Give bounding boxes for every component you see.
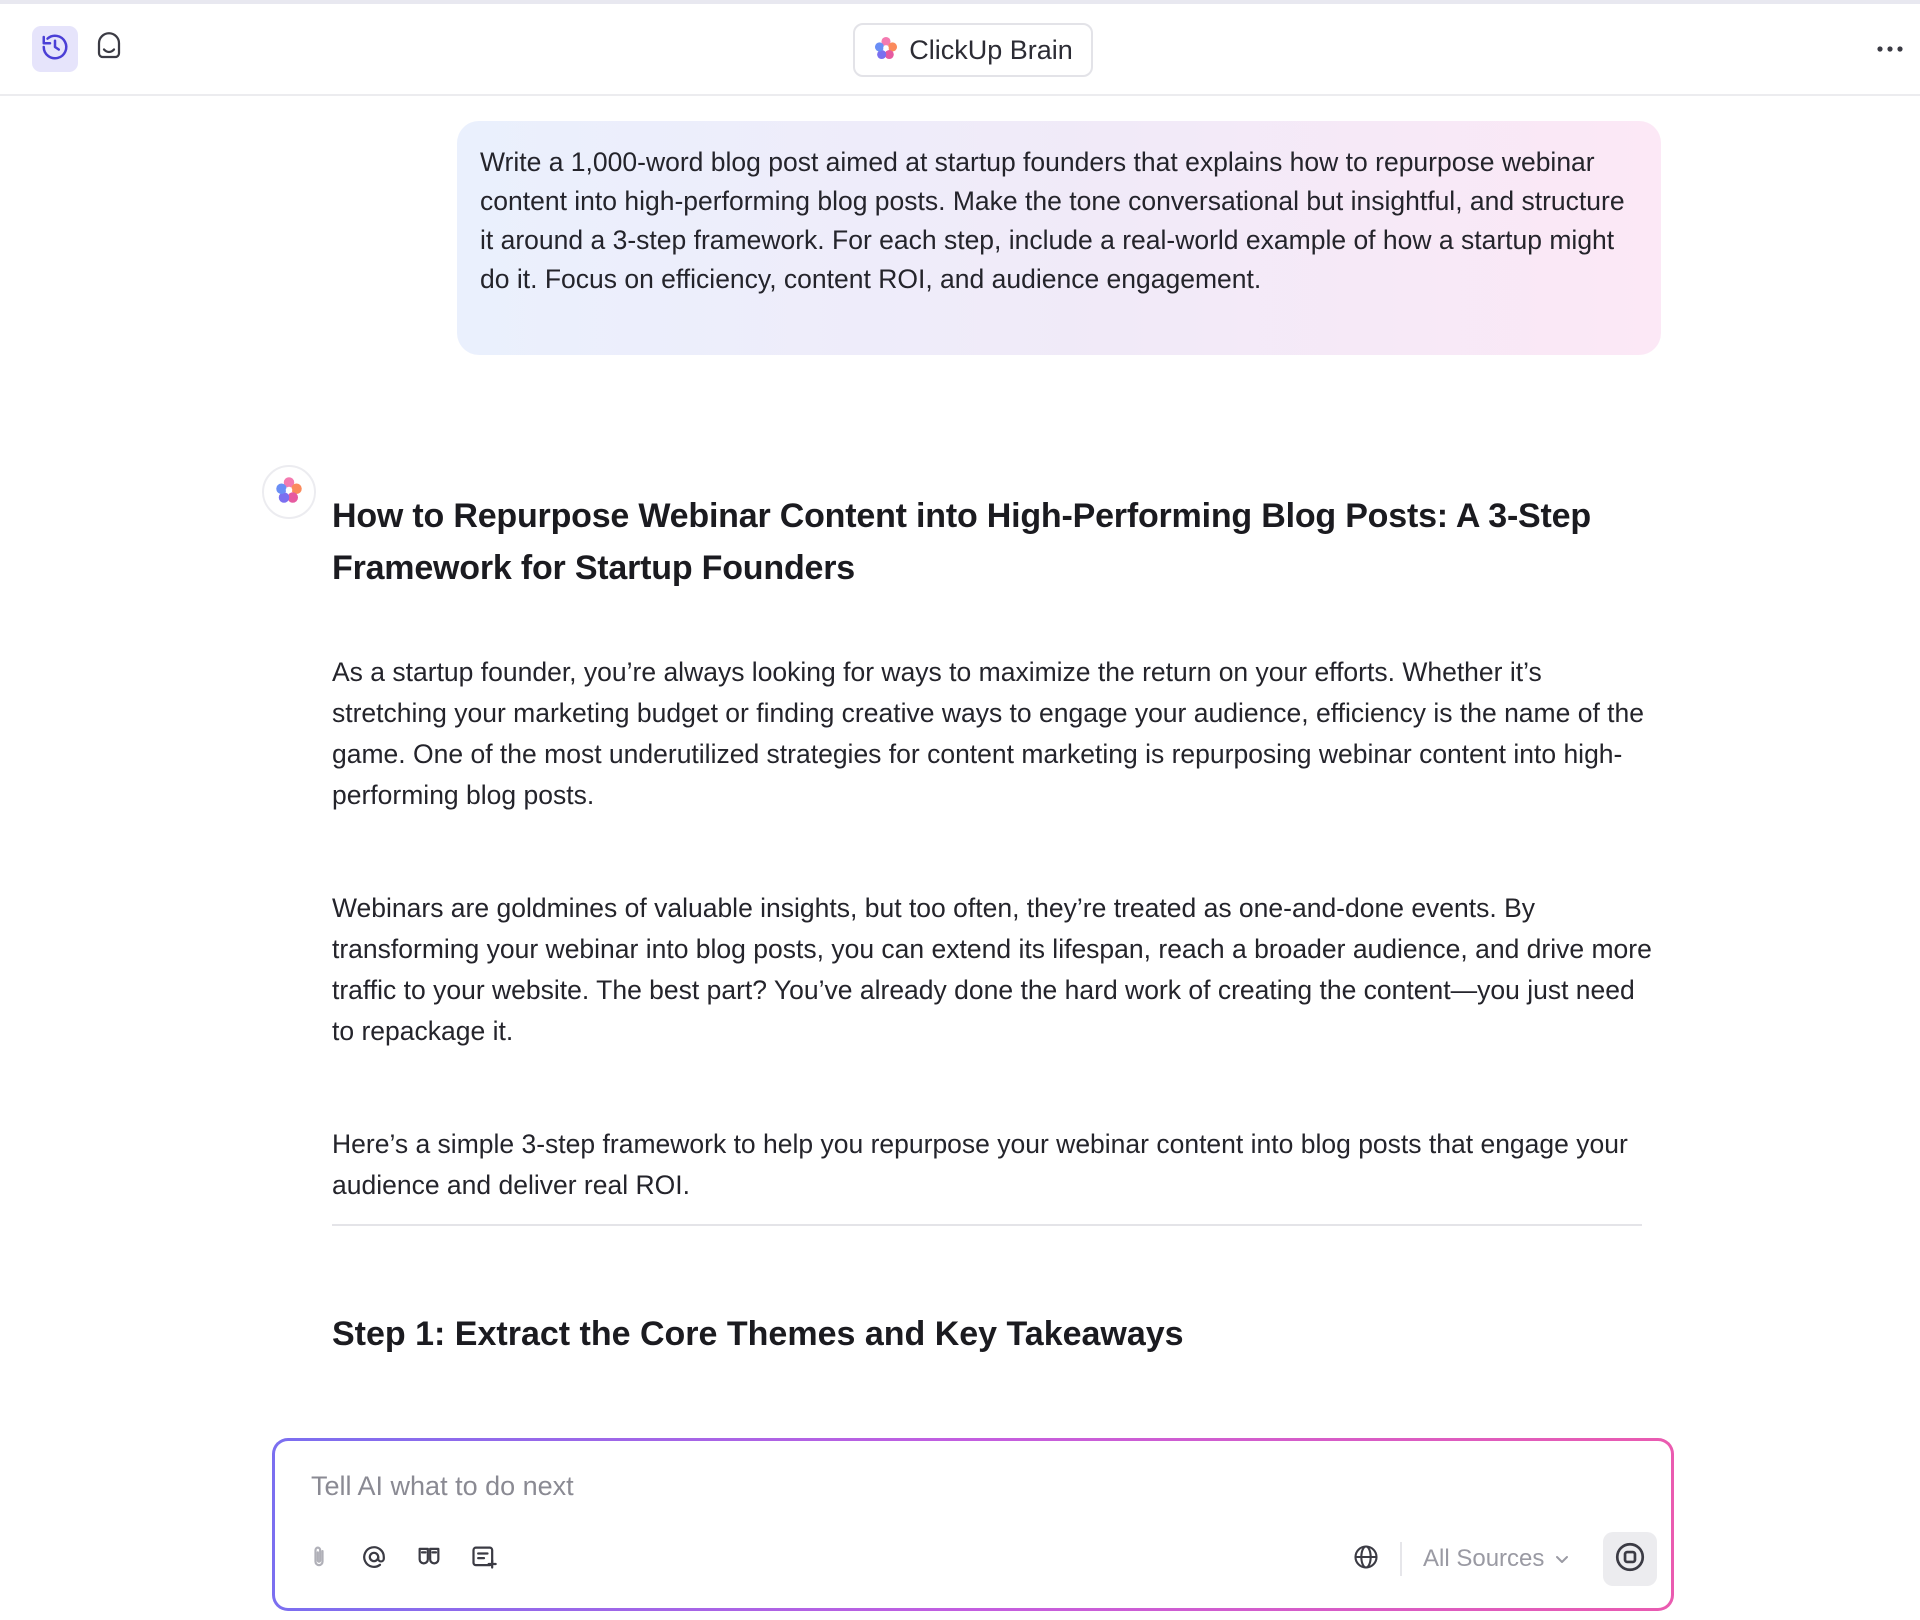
section-divider (332, 1224, 1642, 1226)
chevron-down-icon (1554, 1545, 1570, 1573)
template-button[interactable] (466, 1541, 502, 1577)
template-icon (470, 1543, 498, 1576)
history-button[interactable] (32, 26, 78, 72)
clickup-brain-logo-icon (873, 35, 899, 66)
response-title: How to Repurpose Webinar Content into High-Performing Blog Posts: A 3-Step Framework for Startup Founders (332, 497, 1591, 587)
ai-composer-inner (275, 1441, 1671, 1608)
user-prompt-bubble: Write a 1,000-word blog post aimed at startup founders that explains how to repurpose webinar content into high-performing blog posts. Make the tone conversational but insightful, and structure it around a 3-step framework. For each step, include a real-world example of how a startup might do it. Focus on efficiency, content ROI, and audience engagement. (457, 121, 1661, 355)
inbox-button[interactable] (86, 26, 132, 72)
ai-composer (272, 1438, 1674, 1611)
attach-button[interactable] (301, 1541, 337, 1577)
inbox-icon (94, 32, 124, 67)
web-search-button[interactable] (1348, 1541, 1384, 1577)
persona-icon (415, 1543, 443, 1576)
sources-dropdown[interactable] (1423, 1541, 1570, 1577)
sources-label: All Sources (1423, 1545, 1545, 1572)
header-bar (0, 4, 1920, 96)
persona-button[interactable] (411, 1541, 447, 1577)
ai-prompt-input[interactable] (309, 1465, 1513, 1507)
response-paragraph: Webinars are goldmines of valuable insights, but too often, they’re treated as one-and-done events. By transforming your webinar into blog posts, you can extend its lifespan, reach a broader audience, and drive more traffic to your website. The best part? You’ve already done the hard work of creating the content—you just need to repackage it. (332, 893, 1652, 1046)
toolbar-separator (1400, 1542, 1402, 1576)
page-title: ClickUp Brain (909, 34, 1073, 65)
brain-title-pill[interactable] (853, 23, 1093, 77)
more-options-button[interactable] (1870, 30, 1910, 70)
mention-button[interactable] (356, 1541, 392, 1577)
stop-icon (1613, 1540, 1647, 1579)
more-horizontal-icon (1875, 41, 1905, 59)
ai-response (332, 490, 1642, 594)
response-paragraph: Here’s a simple 3-step framework to help you repurpose your webinar content into blog posts that engage your audience and deliver real ROI. (332, 1129, 1628, 1200)
attach-icon (305, 1543, 333, 1576)
step1-heading: Step 1: Extract the Core Themes and Key Takeaways (332, 1315, 1184, 1353)
globe-icon (1352, 1543, 1380, 1576)
history-icon (40, 32, 70, 67)
mention-icon (360, 1543, 388, 1576)
clickup-brain-avatar-icon (274, 475, 304, 510)
ai-avatar (262, 465, 316, 519)
response-paragraph: As a startup founder, you’re always looking for ways to maximize the return on your efforts. Whether it’s stretching your marketing budget or finding creative ways to engage your audience, efficiency is the name of the game. One of the most underutilized strategies for content marketing is repurposing webinar content into high-performing blog posts. (332, 657, 1645, 810)
stop-generation-button[interactable] (1603, 1532, 1657, 1586)
